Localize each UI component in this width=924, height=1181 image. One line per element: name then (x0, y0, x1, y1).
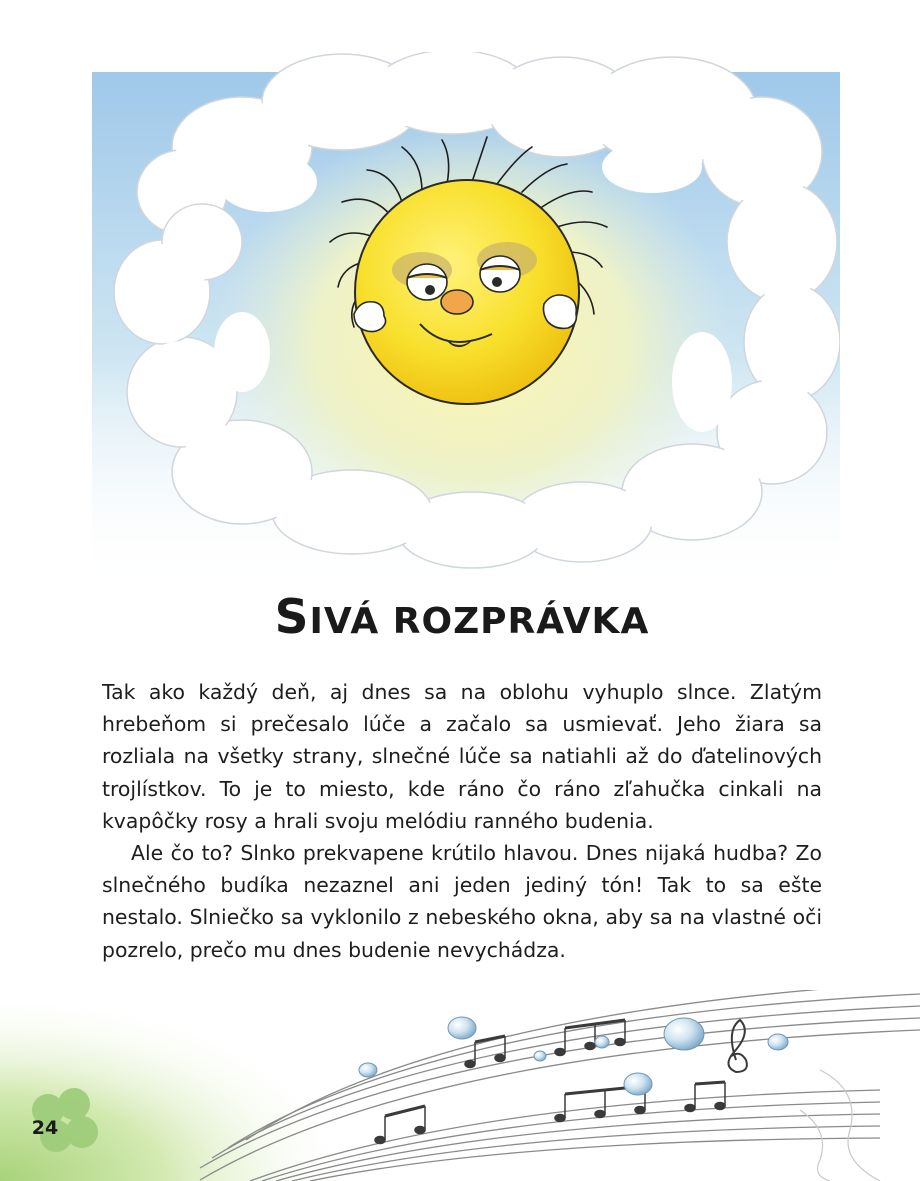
story-title (0, 590, 924, 645)
page-number: 24 (31, 1117, 59, 1139)
sleepy-sun-illustration (92, 52, 840, 592)
treble-clef (728, 1020, 746, 1072)
sun-nose (441, 290, 473, 314)
story-text (102, 676, 822, 966)
title-initial: S (274, 590, 310, 645)
title-rest: IVÁ ROZPRÁVKA (309, 601, 650, 642)
paragraph-2: Ale čo to? Slnko prekvapene krútilo hlavou. Dnes nijaká hudba? Zo slnečného budíka nezaznel ani jeden jediný tón! Tak to sa ešte nestalo. Slniečko sa vyklonilo z nebeského okna, aby sa na vlastné oči pozrelo, prečo mu dnes budenie nevychádza. (102, 841, 822, 962)
paragraph-1: Tak ako každý deň, aj dnes sa na oblohu vyhuplo slnce. Zlatým hrebeňom si prečesalo lúče a začalo sa usmievať. Jeho žiara sa rozliala na všetky strany, slnečné lúče sa natiahli až do ďatelinových trojlístkov. To je to miesto, kde ráno čo ráno zľahučka cinkali na kvapôčky rosy a hrali svoju melódiu ranného budenia. (102, 680, 822, 833)
music-staff-illustration (0, 990, 924, 1181)
